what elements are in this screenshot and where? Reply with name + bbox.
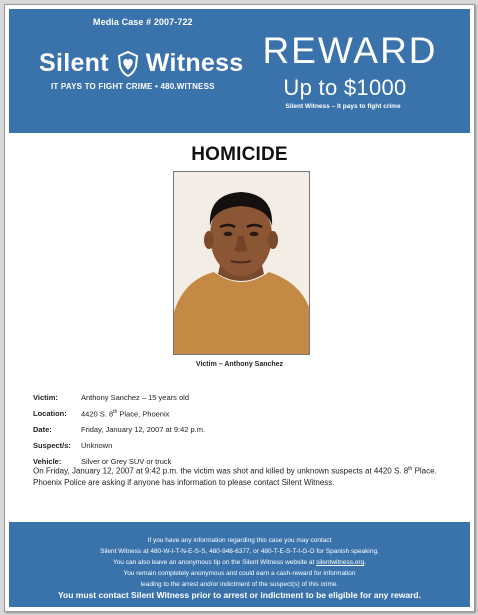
- reward-amount: Up to $1000: [283, 75, 407, 100]
- media-case-number: Media Case # 2007-722: [93, 17, 193, 27]
- flyer-page: [4, 4, 475, 612]
- location-street: 4420 S. 8: [81, 409, 114, 419]
- contact-line-5: leading to the arrest and/or indictment of the suspect(s) of this crime.: [140, 581, 339, 588]
- suspects-value: Unknown: [81, 441, 113, 450]
- photo-caption: Victim – Anthony Sanchez: [195, 361, 284, 368]
- contact-line-3-end: .: [364, 559, 367, 566]
- contact-line-4: You remain completely anonymous and could earn a cash-reward for information: [123, 570, 356, 577]
- logo-word-silent: Silent: [39, 49, 109, 77]
- shield-heart-icon: [117, 50, 139, 78]
- contact-line-3-text: You can also leave an anonymous tip on the Silent Witness website at: [112, 559, 317, 566]
- reward-title: REWARD: [262, 30, 438, 71]
- contact-line-1: If you have any information regarding this case you may contact: [147, 537, 332, 544]
- reward-subtitle: Silent Witness – It pays to fight crime: [285, 103, 401, 110]
- narrative-text-2: Place. Phoenix Police are asking if anyone has information to please contact Silent Witness.: [33, 466, 437, 487]
- header-banner: [9, 9, 470, 133]
- narrative-text-1: On Friday, January 12, 2007 at 9:42 p.m. the victim was shot and killed by unknown suspects at 4420 S. 8: [33, 466, 409, 476]
- website-link[interactable]: silentwitness.org: [316, 559, 365, 566]
- contact-info: [9, 535, 470, 590]
- contact-line-3: [9, 557, 470, 568]
- contact-line-2: Silent Witness at 480-W-I-T-N-E-S-S, 480-948-6377, or 480-T-E-S-T-I-G-O for Spanish speaking.: [100, 548, 379, 555]
- victim-label: Victim:: [33, 393, 58, 402]
- suspects-label: Suspect/s:: [33, 441, 71, 450]
- vehicle-label: Vehicle:: [33, 457, 62, 466]
- vehicle-value: Silver or Grey SUV or truck: [81, 457, 172, 466]
- location-value: [81, 409, 169, 419]
- footer-banner: [9, 522, 470, 607]
- logo-word-witness: Witness: [145, 49, 244, 77]
- eligibility-notice: You must contact Silent Witness prior to arrest or indictment to be eligible for any reward.: [58, 590, 421, 600]
- date-label: Date:: [33, 425, 52, 434]
- victim-photo: [173, 171, 310, 355]
- location-place: Place, Phoenix: [117, 409, 170, 419]
- logo-tagline: IT PAYS TO FIGHT CRIME • 480.WITNESS: [51, 82, 215, 91]
- date-value: Friday, January 12, 2007 at 9:42 p.m.: [81, 425, 206, 434]
- silent-witness-logo: [39, 49, 244, 83]
- location-ordinal: th: [113, 409, 118, 415]
- narrative-ordinal: th: [408, 466, 413, 472]
- location-label: Location:: [33, 409, 67, 418]
- case-headline: HOMICIDE: [191, 144, 288, 165]
- victim-value: Anthony Sanchez – 15 years old: [81, 393, 189, 402]
- case-narrative: [33, 464, 438, 488]
